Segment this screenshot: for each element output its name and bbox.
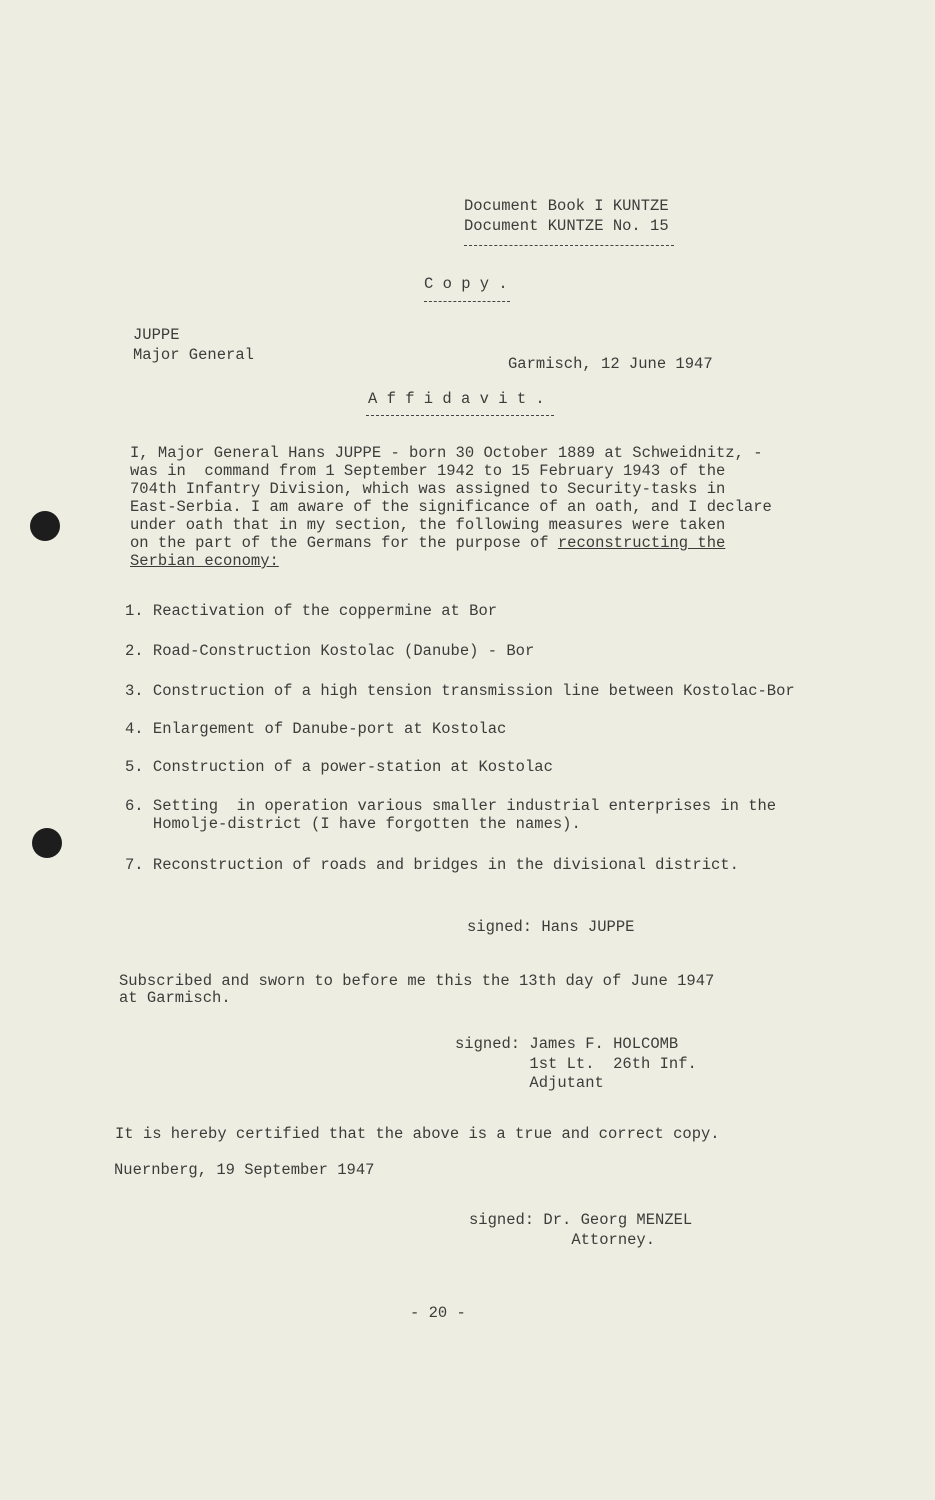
body-line: on the part of the Germans for the purpose of reconstructing the	[130, 534, 726, 552]
measure-item-7: 7. Reconstruction of roads and bridges in the divisional district.	[125, 856, 739, 874]
signature-juppe: signed: Hans JUPPE	[467, 918, 635, 936]
body-line: I, Major General Hans JUPPE - born 30 October 1889 at Schweidnitz, -	[130, 444, 763, 462]
signature-menzel: signed: Dr. Georg MENZEL	[469, 1211, 693, 1229]
document-title: A f f i d a v i t .	[368, 390, 545, 408]
sworn-line-1: Subscribed and sworn to before me this the 13th day of June 1947	[119, 972, 715, 990]
body-line: 704th Infantry Division, which was assigned to Security-tasks in	[130, 480, 726, 498]
measure-item-5: 5. Construction of a power-station at Kostolac	[125, 758, 553, 776]
affidavit-body	[130, 444, 810, 570]
certification-text: It is hereby certified that the above is a true and correct copy.	[115, 1125, 720, 1143]
holcomb-role: Adjutant	[455, 1074, 604, 1092]
punch-hole-bottom	[32, 828, 62, 858]
underlined-phrase: reconstructing the	[557, 534, 726, 552]
document-book-label: Document Book I KUNTZE	[464, 197, 669, 215]
title-rule	[366, 415, 554, 416]
sworn-line-2: at Garmisch.	[119, 989, 231, 1007]
measure-item-6: 6. Setting in operation various smaller industrial enterprises in the	[125, 797, 777, 815]
underlined-phrase: Serbian economy:	[130, 552, 279, 570]
body-line: was in command from 1 September 1942 to 15 February 1943 of the	[130, 462, 726, 480]
page-number: - 20 -	[410, 1304, 466, 1322]
punch-hole-top	[30, 511, 60, 541]
author-rank: Major General	[133, 346, 254, 364]
author-name: JUPPE	[133, 326, 180, 344]
measure-item-3: 3. Construction of a high tension transmission line between Kostolac-Bor	[125, 682, 795, 700]
measure-item-2: 2. Road-Construction Kostolac (Danube) - Bor	[125, 642, 535, 660]
measure-item-4: 4. Enlargement of Danube-port at Kostolac	[125, 720, 507, 738]
copy-label: C o p y .	[424, 275, 508, 293]
measure-item-1: 1. Reactivation of the coppermine at Bor	[125, 602, 498, 620]
measure-item-6-cont: Homolje-district (I have forgotten the names).	[125, 815, 581, 833]
holcomb-rank: 1st Lt. 26th Inf.	[455, 1055, 697, 1073]
document-number-label: Document KUNTZE No. 15	[464, 217, 669, 235]
certification-place-date: Nuernberg, 19 September 1947	[114, 1161, 375, 1179]
header-rule	[464, 245, 674, 246]
body-line: under oath that in my section, the following measures were taken	[130, 516, 726, 534]
place-date: Garmisch, 12 June 1947	[508, 355, 713, 373]
copy-rule	[424, 301, 510, 302]
signature-holcomb: signed: James F. HOLCOMB	[455, 1035, 679, 1053]
body-line: East-Serbia. I am aware of the significance of an oath, and I declare	[130, 498, 772, 516]
menzel-role: Attorney.	[469, 1231, 656, 1249]
